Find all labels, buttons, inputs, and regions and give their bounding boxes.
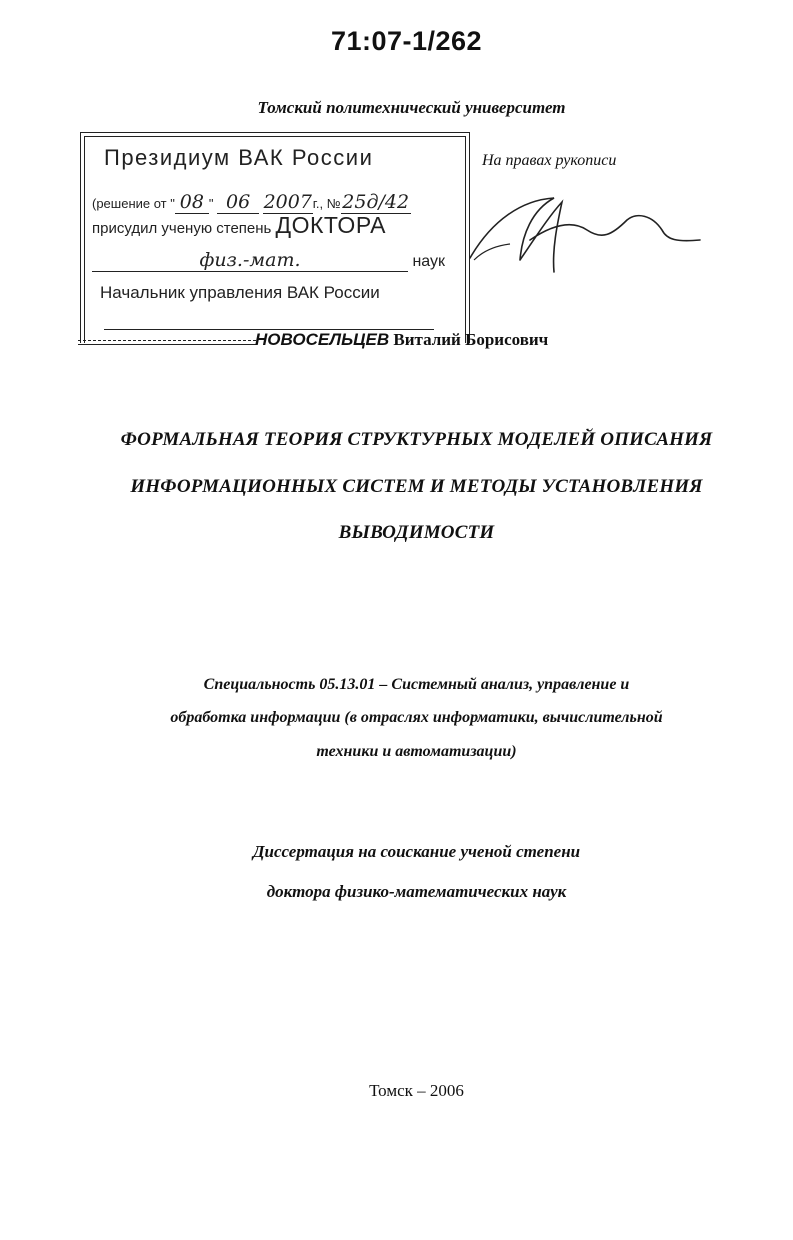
author-name	[255, 330, 548, 350]
stamp-dashed-edge	[78, 340, 256, 341]
stamp-day: 08	[175, 191, 209, 214]
specialty-line-2: обработка информации (в отраслях информатики, вычислительной	[170, 709, 663, 726]
stamp-awarded-line	[92, 212, 386, 239]
title-line-3: ВЫВОДИМОСТИ	[338, 522, 495, 543]
university-name: Томский политехнический университет	[257, 98, 566, 117]
stamp-field-line	[92, 249, 445, 272]
city-and-year: Томск – 2006	[369, 1081, 464, 1100]
author-surname: НОВОСЕЛЬЦЕВ	[255, 330, 390, 349]
stamp-chief: Начальник управления ВАК России	[100, 283, 380, 302]
author-given-name: Виталий Борисович	[393, 330, 549, 349]
stamp-number: 25д/42	[342, 191, 410, 213]
title-line-1: ФОРМАЛЬНАЯ ТЕОРИЯ СТРУКТУРНЫХ МОДЕЛЕЙ ОПИСАНИЯ	[120, 429, 713, 450]
stamp-field: физ.-мат.	[92, 249, 408, 272]
specialty-line-3: техники и автоматизации)	[316, 743, 517, 760]
stamp-year: 2007	[263, 191, 312, 213]
stamp-degree: ДОКТОРА	[275, 212, 386, 238]
stamp-bottom-edge	[78, 344, 256, 345]
manuscript-rights: На правах рукописи	[482, 152, 617, 169]
stamp-title: Президиум ВАК России	[104, 145, 374, 170]
stamp-decision-prefix: (решение от	[92, 196, 167, 211]
handwritten-signature	[462, 180, 702, 280]
catalog-code: 71:07-1/262	[330, 26, 483, 56]
title-line-2: ИНФОРМАЦИОННЫХ СИСТЕМ И МЕТОДЫ УСТАНОВЛЕНИЯ	[130, 476, 703, 497]
stamp-awarded-prefix: присудил ученую степень	[92, 220, 272, 237]
stamp-field-suffix: наук	[412, 253, 446, 270]
stamp-month: 06	[217, 191, 259, 214]
dissertation-line-2: доктора физико-математических наук	[266, 882, 567, 901]
dissertation-line-1: Диссертация на соискание ученой степени	[252, 842, 581, 861]
stamp-decision-line: (решение от " 08 " 06 2007г., №25д/42	[92, 191, 410, 213]
stamp-year-suffix: г., №	[312, 196, 341, 211]
specialty-line-1: Специальность 05.13.01 – Системный анализ, управление и	[203, 676, 630, 693]
